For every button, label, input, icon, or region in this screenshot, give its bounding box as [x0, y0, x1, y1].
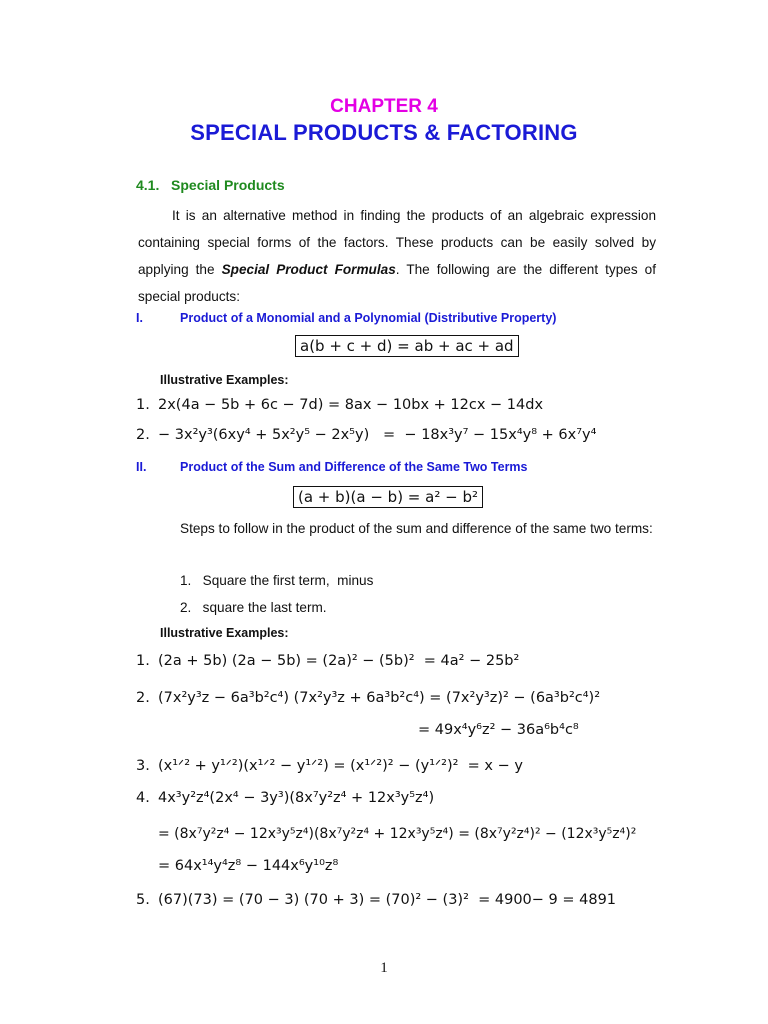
illustrative-label-1: Illustrative Examples: — [160, 373, 289, 387]
example-2-5: 5. (67)(73) = (70 − 3) (70 + 3) = (70)² − (3)² = 4900− 9 = 4891 — [136, 892, 617, 908]
chapter-label: CHAPTER 4 — [330, 96, 438, 117]
subheading-1: I. Product of a Monomial and a Polynomial (Distributive Property) — [136, 311, 557, 325]
example-2-4-step: = (8x⁷y²z⁴ − 12x³y⁵z⁴)(8x⁷y²z⁴ + 12x³y⁵z⁴) = (8x⁷y²z⁴)² − (12x³y⁵z⁴)² — [158, 826, 637, 842]
example-2-4: 4. 4x³y²z⁴(2x⁴ − 3y³)(8x⁷y²z⁴ + 12x³y⁵z⁴) — [136, 790, 435, 806]
subheading-2: II. Product of the Sum and Difference of the Same Two Terms — [136, 460, 528, 474]
example-2-2: 2. (7x²y³z − 6a³b²c⁴) (7x²y³z + 6a³b²c⁴) = (7x²y³z)² − (6a³b²c⁴)² — [136, 690, 601, 706]
formula-emphasis: Special Product Formulas — [221, 262, 396, 277]
example-2-4-result: = 64x¹⁴y⁴z⁸ − 144x⁶y¹⁰z⁸ — [158, 858, 339, 874]
example-1-1: 1. 2x(4a − 5b + 6c − 7d) = 8ax − 10bx + 12cx − 14dx — [136, 397, 544, 413]
example-1-2: 2. − 3x²y³(6xy⁴ + 5x²y⁵ − 2x⁵y) = − 18x³y⁷ − 15x⁴y⁸ + 6x⁷y⁴ — [136, 427, 597, 443]
chapter-title: SPECIAL PRODUCTS & FACTORING — [190, 120, 578, 145]
intro-paragraph: It is an alternative method in finding the products of an algebraic expression containing special forms of the factors. These products can be easily solved by applying the Special Product Formulas. The following are the different types of special products: — [138, 208, 656, 304]
page-number: 1 — [380, 960, 388, 976]
section-heading: 4.1. Special Products — [136, 177, 285, 193]
formula-box-1: a(b + c + d) = ab + ac + ad — [295, 335, 519, 357]
step-2: 2. square the last term. — [180, 600, 327, 615]
formula-box-2: (a + b)(a − b) = a² − b² — [293, 486, 483, 508]
steps-intro: Steps to follow in the product of the sum and difference of the same two terms: — [180, 521, 653, 536]
illustrative-label-2: Illustrative Examples: — [160, 626, 289, 640]
example-2-3: 3. (x¹ᐟ² + y¹ᐟ²)(x¹ᐟ² − y¹ᐟ²) = (x¹ᐟ²)² − (y¹ᐟ²)² = x − y — [136, 758, 523, 774]
example-2-1: 1. (2a + 5b) (2a − 5b) = (2a)² − (5b)² = 4a² − 25b² — [136, 653, 520, 669]
example-2-2-result: = 49x⁴y⁶z² − 36a⁶b⁴c⁸ — [418, 722, 579, 738]
step-1: 1. Square the first term, minus — [180, 573, 374, 588]
